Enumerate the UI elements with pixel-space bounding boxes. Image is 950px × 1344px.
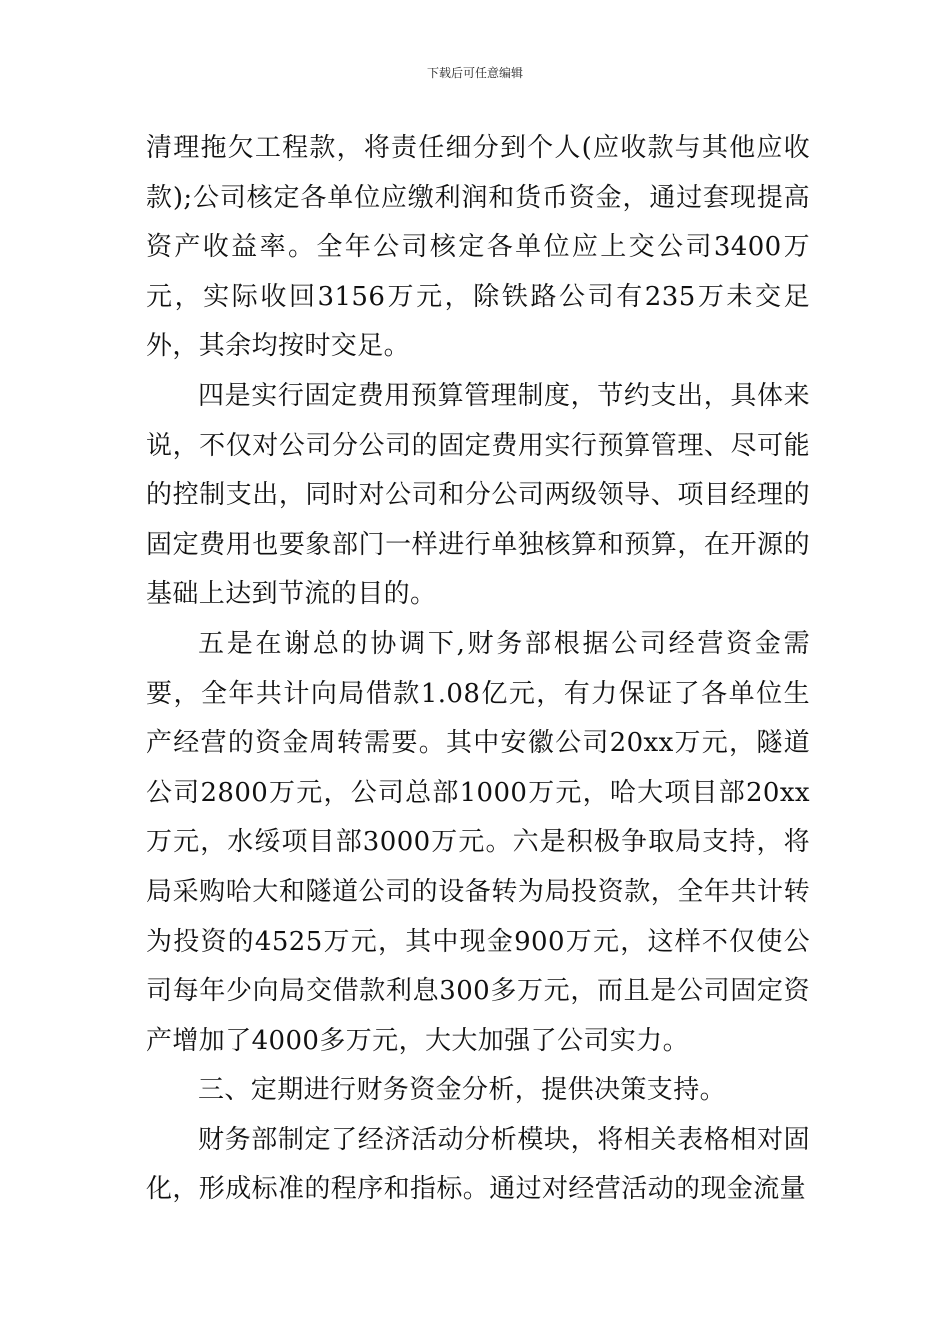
paragraph-5: 财务部制定了经济活动分析模块，将相关表格相对固化，形成标准的程序和指标。通过对经营活动的现金流量 [146,1124,810,1205]
paragraph-3: 五是在谢总的协调下,财务部根据公司经营资金需要，全年共计向局借款1.08亿元，有力保证了各单位生产经营的资金周转需要。其中安徽公司20xx万元，隧道公司2800万元，公司总部1000万元，哈大项目部20xx万元，水绥项目部3000万元。六是积极争取局支持，将局采购哈大和隧道公司的设备转为局投资款，全年共计转为投资的4525万元，其中现金900万元，这样不仅使公司每年少向局交借款利息300多万元，而且是公司固定资产增加了4000多万元，大大加强了公司实力。 [146,628,810,1056]
paragraph-2: 四是实行固定费用预算管理制度，节约支出，具体来说，不仅对公司分公司的固定费用实行预算管理、尽可能的控制支出，同时对公司和分公司两级领导、项目经理的固定费用也要象部门一样进行单独核算和预算，在开源的基础上达到节流的目的。 [146,380,810,610]
section-heading: 三、定期进行财务资金分析，提供决策支持。 [198,1075,727,1106]
paragraph-1: 清理拖欠工程款，将责任细分到个人(应收款与其他应收款);公司核定各单位应缴利润和货币资金，通过套现提高资产收益率。全年公司核定各单位应上交公司3400万元，实际收回3156万元，除铁路公司有235万未交足外，其余均按时交足。 [146,133,810,362]
page-header-note: 下载后可任意编辑 [426,66,523,80]
document-body [146,124,810,1215]
